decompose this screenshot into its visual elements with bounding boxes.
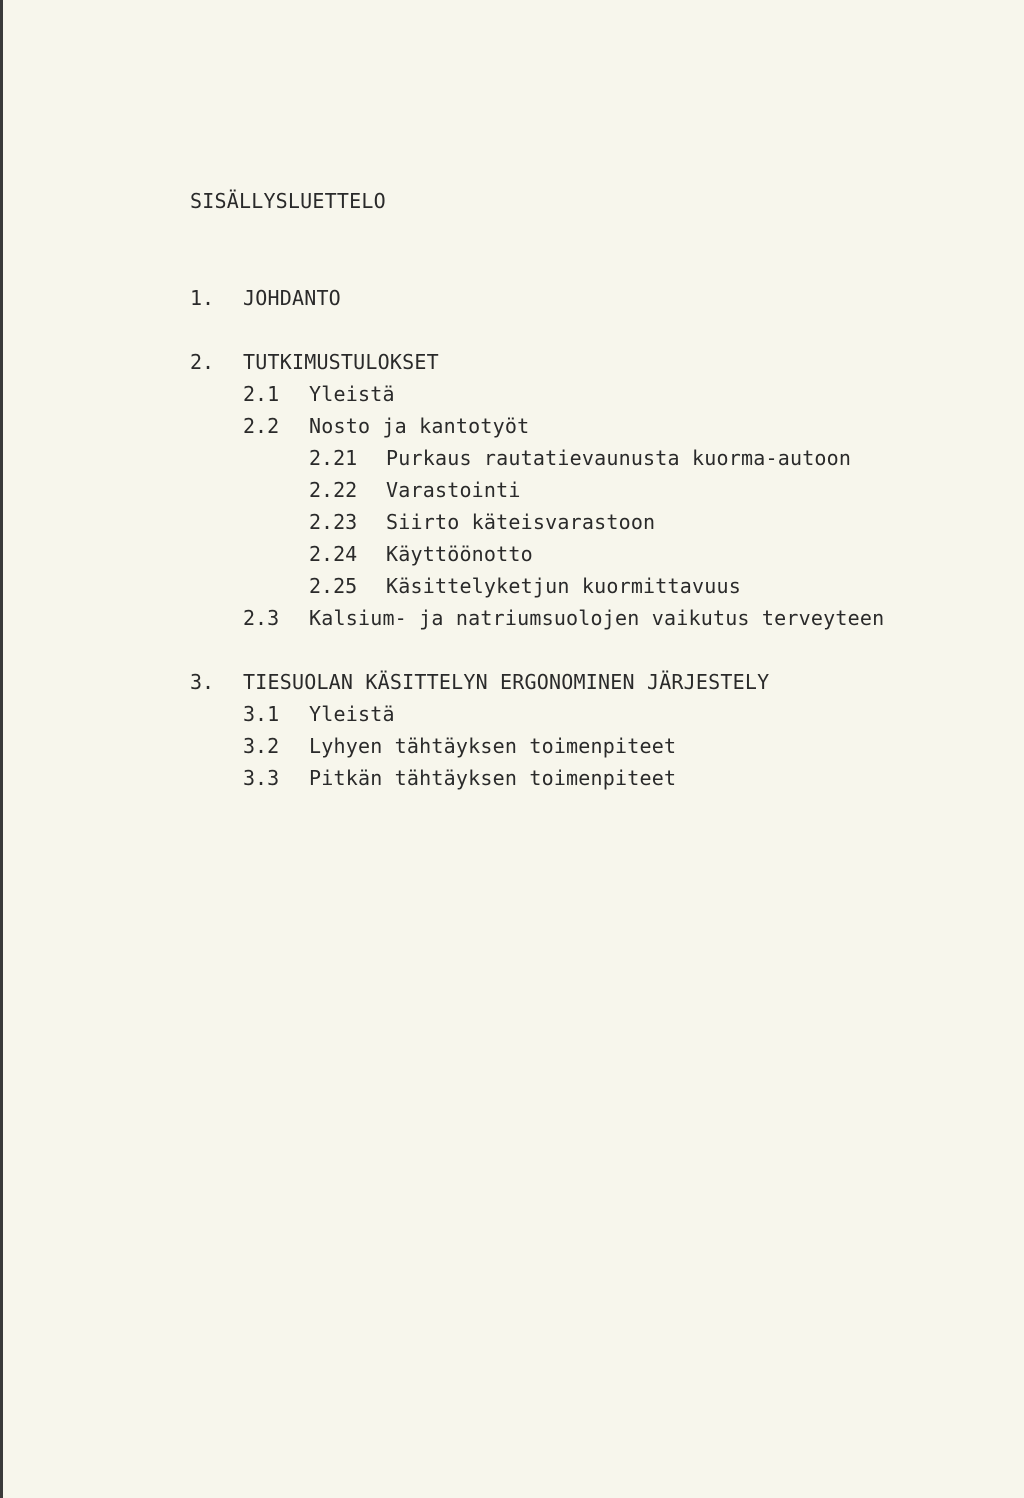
toc-number: 2.22	[309, 478, 358, 502]
toc-label: Yleistä	[309, 702, 395, 726]
scan-edge	[0, 0, 3, 1498]
toc-number: 2.25	[309, 574, 358, 598]
toc-number: 2.1	[243, 382, 280, 406]
toc-label: TIESUOLAN KÄSITTELYN ERGONOMINEN JÄRJESTELY	[243, 670, 770, 694]
toc-label: Purkaus rautatievaunusta kuorma-autoon	[386, 446, 852, 470]
toc-label: Siirto käteisvarastoon	[386, 510, 656, 534]
toc-label: Käyttöönotto	[386, 542, 533, 566]
page-title: SISÄLLYSLUETTELO	[190, 189, 386, 213]
toc-label: TUTKIMUSTULOKSET	[243, 350, 439, 374]
toc-label: Yleistä	[309, 382, 395, 406]
toc-label: Lyhyen tähtäyksen toimenpiteet	[309, 734, 677, 758]
toc-number: 3.	[190, 670, 215, 694]
toc-number: 2.3	[243, 606, 280, 630]
toc-number: 2.24	[309, 542, 358, 566]
toc-number: 1.	[190, 286, 215, 310]
toc-label: Kalsium- ja natriumsuolojen vaikutus terveyteen	[309, 606, 885, 630]
toc-number: 2.23	[309, 510, 358, 534]
toc-label: Käsittelyketjun kuormittavuus	[386, 574, 741, 598]
toc-number: 3.1	[243, 702, 280, 726]
toc-number: 2.2	[243, 414, 280, 438]
toc-number: 3.3	[243, 766, 280, 790]
toc-label: Pitkän tähtäyksen toimenpiteet	[309, 766, 677, 790]
toc-number: 3.2	[243, 734, 280, 758]
toc-label: Varastointi	[386, 478, 521, 502]
toc-number: 2.	[190, 350, 215, 374]
toc-label: JOHDANTO	[243, 286, 341, 310]
toc-label: Nosto ja kantotyöt	[309, 414, 530, 438]
toc-number: 2.21	[309, 446, 358, 470]
